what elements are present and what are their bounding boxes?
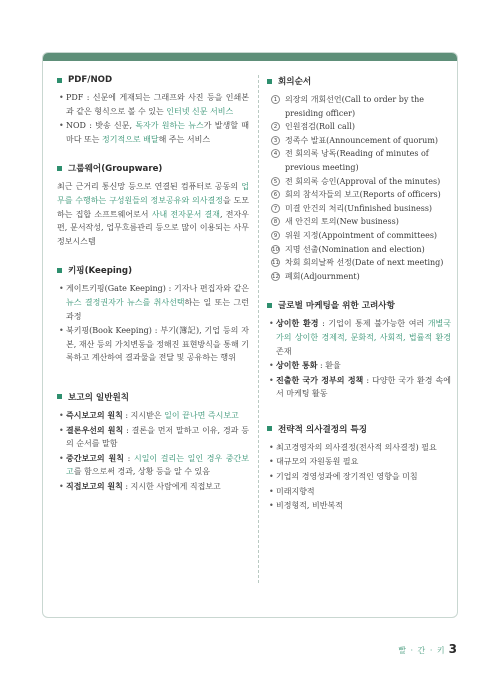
section-report — [57, 391, 249, 494]
section-strategic — [267, 423, 451, 513]
list-item — [57, 480, 249, 494]
section-title-text: 보고의 일반원칙 — [68, 392, 130, 403]
dot-bullet-icon: • — [59, 93, 64, 102]
item-text: 차회 회의날짜 선정(Date of next meeting) — [285, 258, 444, 268]
list-item — [57, 424, 249, 451]
circled-number-icon: 11 — [272, 260, 279, 267]
square-bullet-icon — [267, 79, 272, 84]
item-text-part: 해 주는 서비스 — [158, 134, 211, 144]
para-text: 최근 근거리 통신망 등으로 연결된 컴퓨터로 공동의 — [57, 182, 242, 192]
dot-bullet-icon: • — [59, 284, 64, 294]
section-title-pdf — [57, 75, 249, 85]
dot-bullet-icon: • — [269, 375, 274, 385]
numbered-item — [267, 93, 451, 120]
item-text: 최고경영자의 의사결정(전사적 의사결정) 필요 — [276, 442, 437, 452]
item-text: 미결 안건의 처리(Unfinished business) — [285, 203, 433, 213]
circled-number-icon: 6 — [271, 190, 280, 199]
item-text-part: : 지시한 사람에게 직접보고 — [122, 481, 221, 491]
dot-bullet-icon: • — [269, 442, 274, 452]
numbered-item — [267, 134, 451, 148]
item-text-part: 하는 일 또는 그런 과정 — [66, 297, 249, 321]
item-keyword: 상이한 환경 — [276, 319, 319, 329]
item-keyword: 중간보고의 원칙 — [66, 453, 124, 463]
section-global-marketing — [267, 299, 451, 401]
list-item — [267, 470, 451, 484]
list-item — [57, 324, 249, 365]
item-text — [66, 409, 249, 423]
list-item — [267, 374, 451, 401]
dot-bullet-icon: • — [269, 486, 274, 496]
numbered-item — [267, 188, 451, 202]
circled-number-icon: 7 — [271, 204, 280, 213]
section-title-strategic — [267, 423, 451, 435]
list-item — [267, 441, 451, 455]
list-item — [267, 455, 451, 469]
item-text — [66, 480, 249, 494]
para-highlight: 사내 전자문서 결재 — [151, 209, 221, 219]
list-item — [57, 409, 249, 423]
numbered-item — [267, 270, 451, 284]
item-text: 의장의 개회선언(Call to order by the presiding officer) — [285, 95, 425, 118]
item-text — [276, 359, 451, 373]
square-bullet-icon — [57, 394, 62, 399]
item-keyword: 즉시보고의 원칙 — [66, 410, 123, 420]
section-title-text: 글로벌 마케팅을 위한 고려사항 — [278, 301, 395, 312]
numbered-item — [267, 175, 451, 189]
item-text: 새 안건의 토의(New business) — [285, 217, 399, 227]
para-highlight: 업무를 수행하는 구성원들의 정보공유와 의사결정 — [57, 182, 249, 205]
footer-label: 빨 · 간 · 키 — [398, 646, 446, 655]
numbered-item — [267, 256, 451, 270]
dot-bullet-icon: • — [269, 361, 274, 371]
item-text-part: 게이트키핑(Gate Keeping) : 기자나 편집자와 같은 — [66, 284, 249, 294]
item-text: 위원 지정(Appointment of committees) — [285, 230, 438, 240]
section-title-text: 전략적 의사결정의 특징 — [278, 424, 367, 435]
square-bullet-icon — [267, 303, 272, 308]
item-text: 회의 참석자들의 보고(Reports of officers) — [285, 190, 441, 200]
left-column — [57, 75, 249, 509]
item-text-part: NOD : 밧송 신문, — [66, 121, 136, 131]
item-text: 폐회(Adjournment) — [285, 271, 360, 281]
item-text-part: : 기업이 통제 불가능한 여러 — [318, 319, 428, 329]
dot-bullet-icon: • — [59, 453, 64, 463]
dot-bullet-icon: • — [269, 501, 274, 511]
item-text: 미래지향적 — [276, 486, 315, 496]
circled-number-icon: 10 — [272, 246, 279, 253]
para-text: 을 도모하는 집합 소프트웨어로서 — [57, 195, 250, 219]
content-card — [42, 52, 458, 618]
section-groupware — [57, 162, 249, 248]
circled-number-icon: 2 — [271, 122, 280, 131]
section-title-report — [57, 391, 249, 403]
item-text — [66, 282, 249, 323]
item-keyword: 진출한 국가 정부의 정책 — [276, 375, 364, 385]
square-bullet-icon — [267, 426, 272, 431]
circled-number-icon: 3 — [271, 136, 280, 145]
section-title-text: PDF/NOD — [68, 75, 113, 85]
column-divider — [258, 75, 259, 583]
section-title-text: 회의순서 — [278, 77, 312, 87]
section-title-meeting — [267, 75, 451, 87]
item-text — [276, 374, 451, 401]
list-item — [267, 359, 451, 373]
item-text: 기업의 경영성과에 장기적인 영향을 미침 — [276, 472, 418, 482]
item-text-part: 존재 — [276, 346, 292, 356]
dot-bullet-icon: • — [59, 481, 64, 491]
item-highlight: 독자가 원하는 뉴스 — [135, 121, 204, 131]
section-title-groupware — [57, 162, 249, 174]
dot-bullet-icon: • — [59, 121, 64, 131]
numbered-item — [267, 229, 451, 243]
circled-number-icon: 9 — [271, 231, 280, 240]
section-pdf — [57, 75, 249, 146]
section-keeping — [57, 264, 249, 365]
card-header-bar — [43, 53, 457, 61]
section-title-keeping — [57, 264, 249, 276]
item-text — [66, 119, 249, 146]
circled-number-icon: 8 — [271, 217, 280, 226]
item-text: 전 회의록 낭독(Reading of minutes of previous meeting) — [285, 149, 429, 172]
list-item — [57, 91, 249, 118]
square-bullet-icon — [57, 166, 62, 171]
item-highlight: 뉴스 결정권자가 뉴스를 취사선택 — [66, 297, 185, 307]
item-text — [66, 91, 249, 118]
dot-bullet-icon: • — [59, 410, 64, 420]
item-text-part: : 결론을 먼저 말하고 이유, 경과 등의 순서를 말함 — [66, 425, 249, 449]
item-highlight: 시일이 걸리는 일인 경우 중간보고 — [66, 453, 249, 477]
item-text-part: : 지시받은 — [122, 410, 165, 420]
circled-number-icon: 4 — [271, 149, 280, 158]
item-text — [66, 324, 249, 365]
dot-bullet-icon: • — [59, 425, 64, 435]
item-text — [66, 424, 249, 451]
dot-bullet-icon: • — [59, 326, 64, 336]
circled-number-icon: 12 — [272, 273, 279, 280]
page-footer — [398, 642, 458, 656]
item-text-part: 가 발생할 때마다 또는 — [66, 121, 249, 144]
item-highlight: 인터넷 신문 서비스 — [166, 106, 234, 116]
item-text — [66, 452, 249, 479]
square-bullet-icon — [57, 78, 62, 83]
item-text — [276, 317, 451, 358]
list-item — [267, 499, 451, 513]
item-highlight: 일이 끝나면 즉시보고 — [164, 410, 239, 420]
list-item — [57, 119, 249, 146]
item-text: 정족수 발표(Announcement of quorum) — [285, 135, 439, 145]
item-keyword: 상이한 통화 — [276, 361, 318, 371]
circled-number-icon: 5 — [271, 177, 280, 186]
item-text-part: 를 함으로써 경과, 상황 등을 알 수 있음 — [73, 467, 210, 477]
item-highlight: 정기적으로 배달 — [102, 134, 159, 144]
square-bullet-icon — [57, 268, 62, 273]
list-item — [267, 485, 451, 499]
numbered-item — [267, 215, 451, 229]
item-text: 인원점검(Roll call) — [285, 122, 356, 132]
item-keyword: 결론우선의 원칙 — [66, 425, 124, 435]
page-number: 3 — [448, 642, 458, 656]
item-text: 지명 선출(Nomination and election) — [285, 244, 425, 254]
item-text: 전 회의록 승인(Approval of the minutes) — [285, 176, 441, 186]
right-column — [267, 75, 451, 529]
item-text-part: 북키핑(Book Keeping) : 부기(簿記), 기업 등의 자본, 재산 등의 가치변동을 정해진 표현방식을 통해 기록하고 계산하여 결과물을 전달 및 공유하는 행위 — [66, 326, 249, 363]
item-text-part: PDF : 신문에 게재되는 그래프와 사진 등을 인쇄본과 같은 형식으로 볼 수 있는 — [66, 93, 249, 116]
dot-bullet-icon: • — [269, 472, 274, 482]
item-text: 비정형적, 비반복적 — [276, 501, 343, 511]
item-keyword: 직접보고의 원칙 — [66, 481, 123, 491]
list-item — [267, 317, 451, 358]
para-text: , 전자우편, 문서작성, 업무흐름관리 등으로 많이 이용되는 사무정보시스템 — [57, 209, 249, 246]
list-item — [57, 282, 249, 323]
dot-bullet-icon: • — [269, 457, 274, 467]
list-item — [57, 452, 249, 479]
numbered-item — [267, 202, 451, 216]
circled-number-icon: 1 — [271, 95, 280, 104]
section-title-text: 그룹웨어(Groupware) — [68, 164, 163, 175]
dot-bullet-icon: • — [269, 319, 274, 329]
numbered-item — [267, 243, 451, 257]
section-title-text: 키핑(Keeping) — [68, 266, 132, 277]
section-title-global — [267, 299, 451, 311]
item-text-part: : 환율 — [317, 361, 341, 371]
item-text-part: : 다양한 국가 환경 속에서 마케팅 활동 — [276, 375, 451, 399]
item-highlight: 개별국가의 상이한 경제적, 문화적, 사회적, 법률적 환경 — [276, 319, 451, 342]
numbered-item — [267, 120, 451, 134]
numbered-item — [267, 147, 451, 174]
section-meeting — [267, 75, 451, 283]
groupware-paragraph — [57, 180, 249, 248]
item-text: 대규모의 자원동원 필요 — [276, 457, 359, 467]
item-text-part: : — [123, 453, 134, 463]
